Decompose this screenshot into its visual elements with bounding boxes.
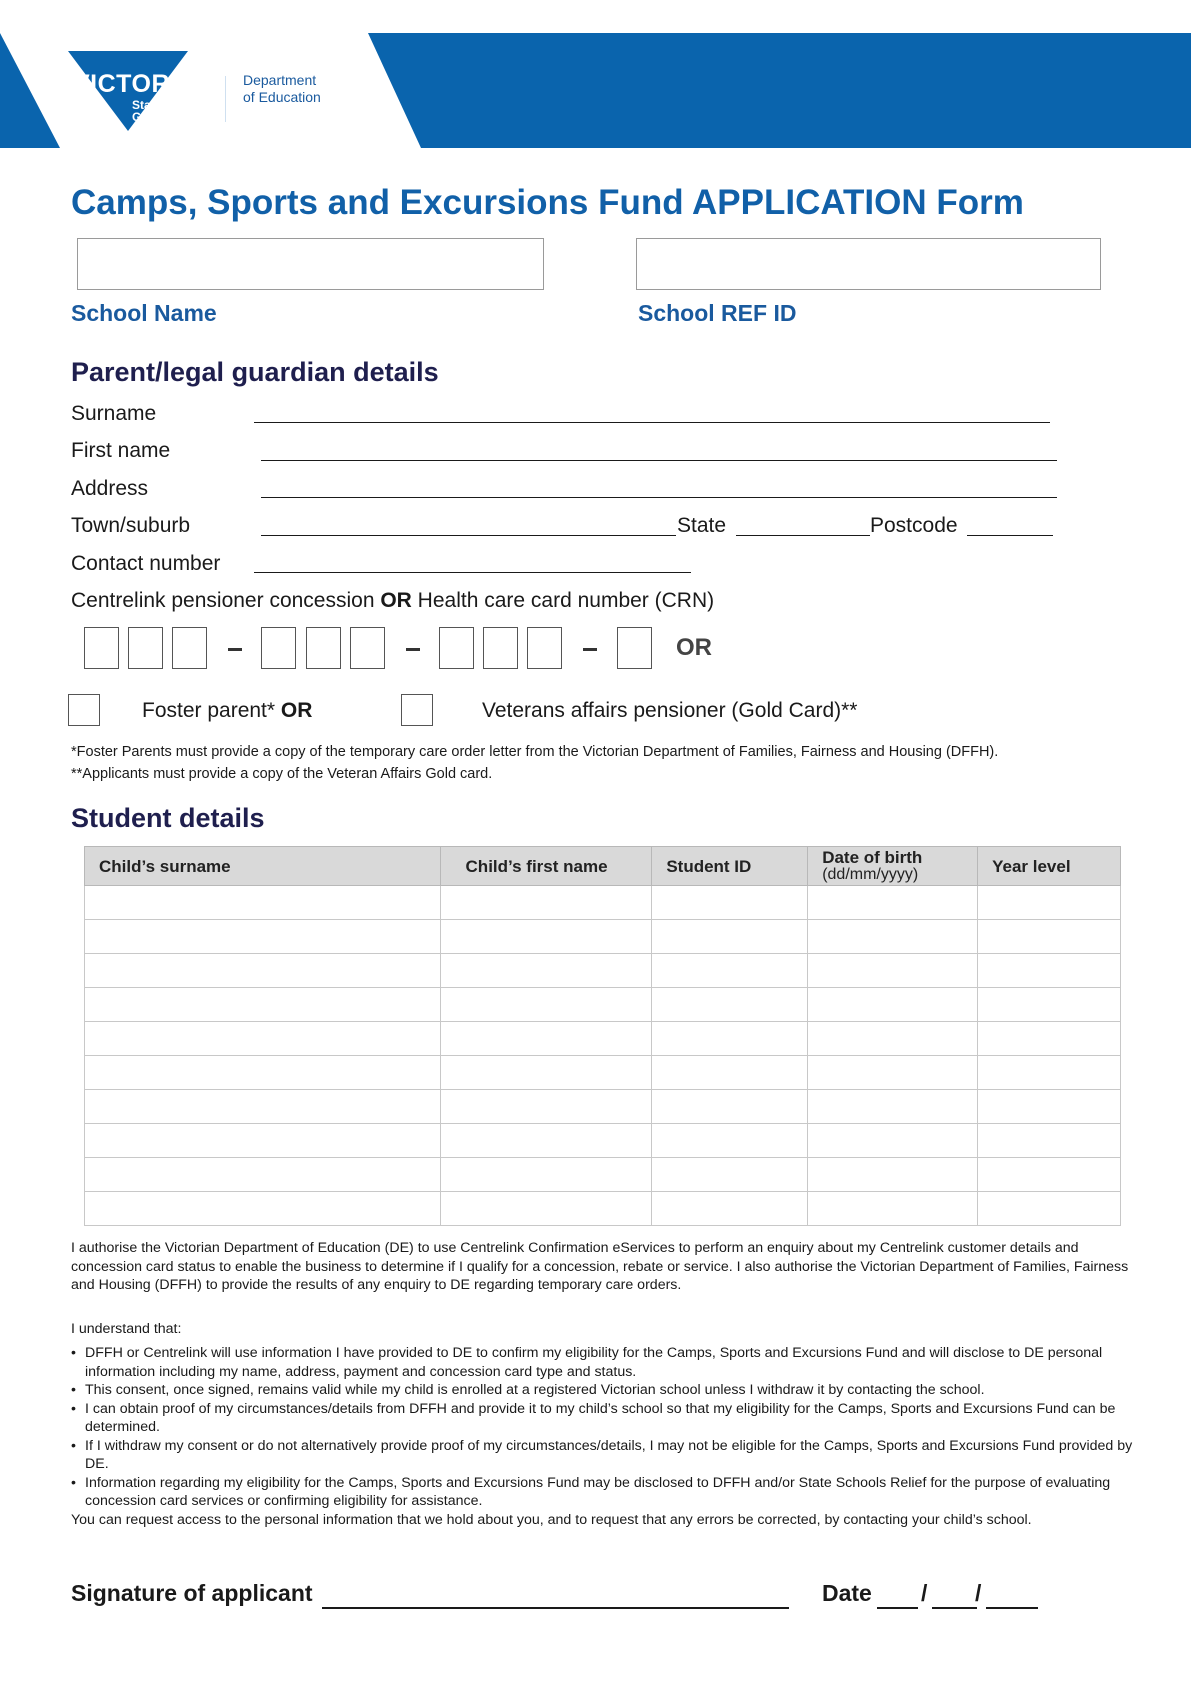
cell-surname[interactable] [85, 954, 441, 988]
cell-student-id[interactable] [652, 1090, 808, 1124]
veterans-affairs-label: Veterans affairs pensioner (Gold Card)** [482, 699, 858, 722]
cell-student-id[interactable] [652, 1022, 808, 1056]
victoria-logo-subtext: State Government [132, 98, 203, 124]
consent-bullet-item: • This consent, once signed, remains valid while my child is enrolled at a registered Victorian school unless I withdraw it by contacting the school. [71, 1381, 1134, 1400]
date-separator: / [975, 1580, 982, 1606]
cell-first-name[interactable] [440, 954, 652, 988]
col-header-first-name: Child’s first name [440, 847, 652, 886]
foster-parent-checkbox[interactable] [68, 694, 100, 726]
table-row [85, 1056, 1121, 1090]
cell-year-level[interactable] [978, 1090, 1121, 1124]
consent-bullet-item: • I can obtain proof of my circumstances/details from DFFH and provide it to my child’s school so that my eligibility for the Camps, Sports and Excursions Fund can be determined. [71, 1400, 1134, 1437]
crn-dash [228, 648, 242, 651]
postcode-label: Postcode [870, 514, 958, 537]
crn-dash [406, 648, 420, 651]
cell-student-id[interactable] [652, 988, 808, 1022]
contact-number-label: Contact number [71, 552, 221, 575]
cell-year-level[interactable] [978, 920, 1121, 954]
crn-or-text: OR [676, 634, 712, 661]
crn-digit-4[interactable] [261, 627, 296, 669]
cell-first-name[interactable] [440, 1158, 652, 1192]
first-name-field[interactable] [261, 460, 1057, 461]
cell-dob[interactable] [808, 1158, 978, 1192]
table-row [85, 988, 1121, 1022]
table-row [85, 954, 1121, 988]
authorise-paragraph: I authorise the Victorian Department of Education (DE) to use Centrelink Confirmation eServices to perform an enquiry about my Centrelink customer details and concession card status to enable the business to determine if I qualify for a concession, rebate or service. I also authorise the Victorian Department of Families, Fairness and Housing (DFFH) to provide the results of any enquiry to DE regarding temporary care orders. [71, 1240, 1129, 1293]
school-name-label: School Name [71, 300, 217, 326]
crn-digit-7[interactable] [439, 627, 474, 669]
state-label: State [677, 514, 727, 537]
student-details-table [84, 846, 1121, 1226]
crn-label: Centrelink pensioner concession OR Health care card number (CRN) [71, 589, 715, 612]
cell-surname[interactable] [85, 1056, 441, 1090]
cell-first-name[interactable] [440, 920, 652, 954]
foster-note: *Foster Parents must provide a copy of the temporary care order letter from the Victorian Department of Families, Fairness and Housing (DFFH). [71, 744, 999, 760]
cell-student-id[interactable] [652, 1192, 808, 1226]
address-field[interactable] [261, 497, 1057, 498]
veterans-note: **Applicants must provide a copy of the Veteran Affairs Gold card. [71, 766, 493, 782]
consent-bullet-item: • DFFH or Centrelink will use information I have provided to DE to confirm my eligibility for the Camps, Sports and Excursions Fund and will disclose to DE personal information including my name, address, payment and concession card type and status. [71, 1344, 1134, 1381]
cell-surname[interactable] [85, 1192, 441, 1226]
department-name: Department of Education [243, 72, 321, 105]
cell-year-level[interactable] [978, 988, 1121, 1022]
cell-first-name[interactable] [440, 1192, 652, 1226]
cell-surname[interactable] [85, 886, 441, 920]
cell-surname[interactable] [85, 988, 441, 1022]
cell-student-id[interactable] [652, 1056, 808, 1090]
signature-field[interactable] [322, 1607, 789, 1609]
cell-first-name[interactable] [440, 1124, 652, 1158]
col-header-year-level: Year level [978, 847, 1121, 886]
contact-number-field[interactable] [254, 572, 691, 573]
cell-first-name[interactable] [440, 1090, 652, 1124]
access-paragraph: You can request access to the personal information that we hold about you, and to request that any errors be corrected, by contacting your child’s school. [71, 1511, 1032, 1528]
date-day-field[interactable] [877, 1607, 918, 1609]
date-separator: / [921, 1580, 928, 1606]
cell-dob[interactable] [808, 1056, 978, 1090]
surname-label: Surname [71, 402, 157, 425]
cell-surname[interactable] [85, 1090, 441, 1124]
table-header-row [85, 847, 1121, 886]
cell-dob[interactable] [808, 1192, 978, 1226]
cell-surname[interactable] [85, 1124, 441, 1158]
postcode-field[interactable] [967, 535, 1053, 536]
col-header-dob: Date of birth (dd/mm/yyyy) [808, 847, 978, 886]
cell-dob[interactable] [808, 886, 978, 920]
cell-dob[interactable] [808, 920, 978, 954]
col-header-student-id: Student ID [652, 847, 808, 886]
cell-year-level[interactable] [978, 954, 1121, 988]
table-row [85, 886, 1121, 920]
crn-digit-6[interactable] [350, 627, 385, 669]
address-label: Address [71, 477, 149, 500]
col-header-surname: Child’s surname [85, 847, 441, 886]
foster-parent-label: Foster parent* OR [142, 699, 313, 722]
cell-year-level[interactable] [978, 1022, 1121, 1056]
cell-dob[interactable] [808, 1090, 978, 1124]
table-row [85, 920, 1121, 954]
cell-student-id[interactable] [652, 1158, 808, 1192]
date-year-field[interactable] [986, 1607, 1038, 1609]
cell-surname[interactable] [85, 920, 441, 954]
crn-digit-1[interactable] [84, 627, 119, 669]
cell-student-id[interactable] [652, 886, 808, 920]
cell-dob[interactable] [808, 1022, 978, 1056]
signature-label: Signature of applicant [71, 1580, 313, 1606]
crn-dash [583, 648, 597, 651]
cell-first-name[interactable] [440, 1056, 652, 1090]
crn-digit-10[interactable] [617, 627, 652, 669]
student-details-heading: Student details [71, 803, 265, 833]
cell-surname[interactable] [85, 1022, 441, 1056]
school-ref-id-label: School REF ID [638, 300, 797, 326]
crn-digit-9[interactable] [527, 627, 562, 669]
crn-digit-2[interactable] [128, 627, 163, 669]
page-title: Camps, Sports and Excursions Fund APPLICATION Form [71, 183, 1024, 222]
cell-year-level[interactable] [978, 886, 1121, 920]
consent-bullets [71, 1344, 1134, 1529]
cell-dob[interactable] [808, 954, 978, 988]
cell-year-level[interactable] [978, 1158, 1121, 1192]
date-month-field[interactable] [932, 1607, 977, 1609]
logo-divider [225, 76, 226, 122]
cell-student-id[interactable] [652, 920, 808, 954]
victoria-logo-text: VICTORIA [73, 70, 196, 98]
parent-details-heading: Parent/legal guardian details [71, 357, 439, 387]
cell-first-name[interactable] [440, 988, 652, 1022]
consent-bullet-item: • If I withdraw my consent or do not alternatively provide proof of my circumstances/details, I may not be eligible for the Camps, Sports and Excursions Fund provided by DE. [71, 1437, 1134, 1474]
state-field[interactable] [736, 535, 870, 536]
cell-year-level[interactable] [978, 1192, 1121, 1226]
consent-bullet-item: • Information regarding my eligibility for the Camps, Sports and Excursions Fund may be disclosed to DFFH and/or State Schools Relief for the purpose of evaluating concession card services or confirming eligibility for assistance. [71, 1474, 1134, 1511]
understand-heading: I understand that: [71, 1321, 182, 1337]
cell-student-id[interactable] [652, 1124, 808, 1158]
veterans-affairs-checkbox[interactable] [401, 694, 433, 726]
cell-year-level[interactable] [978, 1056, 1121, 1090]
table-row [85, 1090, 1121, 1124]
school-name-input[interactable] [77, 238, 544, 290]
table-row [85, 1124, 1121, 1158]
surname-field[interactable] [254, 422, 1050, 423]
crn-digit-3[interactable] [172, 627, 207, 669]
town-suburb-field[interactable] [261, 535, 676, 536]
first-name-label: First name [71, 439, 171, 462]
date-label: Date [822, 1580, 872, 1606]
table-row [85, 1022, 1121, 1056]
cell-first-name[interactable] [440, 1022, 652, 1056]
table-row [85, 1192, 1121, 1226]
table-row [85, 1158, 1121, 1192]
cell-dob[interactable] [808, 1124, 978, 1158]
cell-dob[interactable] [808, 988, 978, 1022]
crn-digit-5[interactable] [306, 627, 341, 669]
cell-student-id[interactable] [652, 954, 808, 988]
town-suburb-label: Town/suburb [71, 514, 191, 537]
school-ref-id-input[interactable] [636, 238, 1101, 290]
cell-first-name[interactable] [440, 886, 652, 920]
crn-digit-8[interactable] [483, 627, 518, 669]
cell-year-level[interactable] [978, 1124, 1121, 1158]
cell-surname[interactable] [85, 1158, 441, 1192]
